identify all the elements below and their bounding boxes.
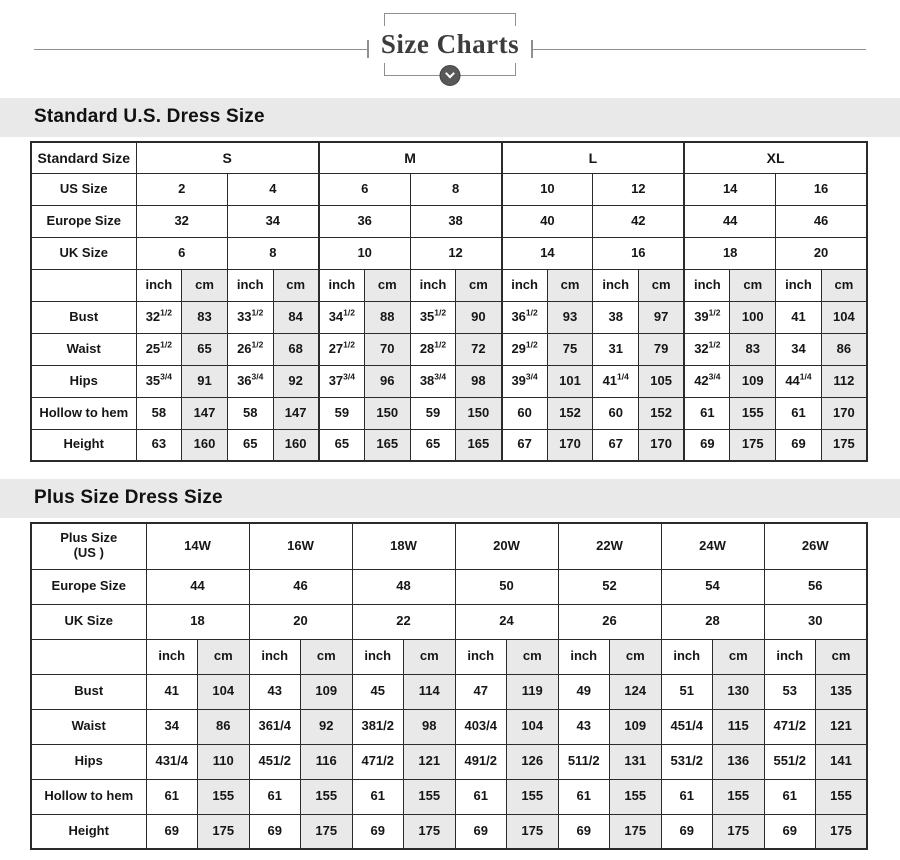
size-value-cell: 10 (319, 237, 410, 269)
measure-value-cell: 61 (249, 779, 301, 814)
size-value-cell: 54 (661, 569, 764, 604)
measure-value-cell: 155 (404, 779, 456, 814)
unit-header-cell: inch (249, 639, 301, 674)
measure-value-cell: 110 (198, 744, 250, 779)
measure-value-cell: 361/4 (249, 709, 301, 744)
measure-value-cell: 84 (273, 301, 319, 333)
plus-size-table (30, 522, 868, 850)
measure-value-cell: 69 (684, 429, 730, 461)
measure-value-cell: 67 (502, 429, 548, 461)
unit-header-cell: cm (821, 269, 867, 301)
measure-value-cell: 175 (816, 814, 868, 849)
measure-value-cell: 91 (182, 365, 228, 397)
corner-label: Plus Size (US ) (31, 523, 146, 569)
size-group-cell: 16W (249, 523, 352, 569)
unit-header-cell: cm (730, 269, 776, 301)
measure-value-cell: 96 (364, 365, 410, 397)
measure-value-cell: 109 (730, 365, 776, 397)
unit-header-cell: cm (547, 269, 593, 301)
measure-value-cell: 34 (146, 709, 198, 744)
size-group-cell: 14W (146, 523, 249, 569)
size-value-cell: 56 (764, 569, 867, 604)
measure-value-cell: 155 (730, 397, 776, 429)
row-label: Waist (31, 709, 146, 744)
measure-value-cell: 109 (610, 709, 662, 744)
measure-value-cell: 511/2 (558, 744, 610, 779)
size-value-cell: 20 (776, 237, 867, 269)
measure-value-cell: 451/4 (661, 709, 713, 744)
size-value-cell: 52 (558, 569, 661, 604)
measure-value-cell: 70 (364, 333, 410, 365)
unit-header-cell: inch (352, 639, 404, 674)
measure-value-cell: 63 (136, 429, 182, 461)
size-value-cell: 20 (249, 604, 352, 639)
measure-value-cell: 381/2 (352, 709, 404, 744)
measure-value-cell: 104 (821, 301, 867, 333)
unit-header-cell: cm (713, 639, 765, 674)
measure-value-cell: 126 (507, 744, 559, 779)
measure-value-cell: 152 (639, 397, 685, 429)
size-value-cell: 6 (136, 237, 227, 269)
measure-value-cell: $25^{1/2}$ (136, 333, 182, 365)
measure-value-cell: $29^{1/2}$ (502, 333, 548, 365)
size-value-cell: 24 (455, 604, 558, 639)
measure-value-cell: 83 (730, 333, 776, 365)
measure-value-cell: 491/2 (455, 744, 507, 779)
measure-value-cell: $39^{3/4}$ (502, 365, 548, 397)
measure-value-cell: $42^{3/4}$ (684, 365, 730, 397)
measure-value-cell: 72 (456, 333, 502, 365)
corner-label: Standard Size (31, 142, 136, 173)
measure-value-cell: $35^{3/4}$ (136, 365, 182, 397)
measure-value-cell: $28^{1/2}$ (410, 333, 456, 365)
bracket-top-decoration (384, 13, 516, 26)
size-value-cell: 48 (352, 569, 455, 604)
size-group-cell: 22W (558, 523, 661, 569)
row-label: Height (31, 814, 146, 849)
measure-value-cell: 83 (182, 301, 228, 333)
size-group-cell: 18W (352, 523, 455, 569)
size-value-cell: 4 (227, 173, 318, 205)
measure-value-cell: 160 (273, 429, 319, 461)
unit-header-cell: inch (227, 269, 273, 301)
row-label: Bust (31, 301, 136, 333)
standard-size-table (30, 141, 868, 462)
measure-value-cell: 471/2 (764, 709, 816, 744)
measure-value-cell: 61 (776, 397, 822, 429)
measure-value-cell: 61 (661, 779, 713, 814)
measure-value-cell: 170 (821, 397, 867, 429)
measure-value-cell: 175 (610, 814, 662, 849)
row-label: Hollow to hem (31, 779, 146, 814)
size-value-cell: 40 (502, 205, 593, 237)
measure-value-cell: 119 (507, 674, 559, 709)
size-value-cell: 12 (410, 237, 501, 269)
measure-value-cell: 75 (547, 333, 593, 365)
unit-header-cell: inch (455, 639, 507, 674)
plus-size-section (0, 479, 900, 850)
size-value-cell: 50 (455, 569, 558, 604)
unit-header-cell: cm (507, 639, 559, 674)
measure-value-cell: 61 (455, 779, 507, 814)
left-rule-tick (367, 40, 369, 58)
measure-value-cell: $27^{1/2}$ (319, 333, 365, 365)
measure-value-cell: 175 (713, 814, 765, 849)
right-rule-line (533, 49, 866, 50)
measure-value-cell: 43 (249, 674, 301, 709)
measure-value-cell: $26^{1/2}$ (227, 333, 273, 365)
size-value-cell: 16 (593, 237, 684, 269)
measure-value-cell: 165 (364, 429, 410, 461)
size-value-cell: 18 (684, 237, 775, 269)
measure-value-cell: 101 (547, 365, 593, 397)
size-value-cell: 2 (136, 173, 227, 205)
measure-value-cell: 155 (713, 779, 765, 814)
measure-value-cell: 61 (352, 779, 404, 814)
size-value-cell: 44 (146, 569, 249, 604)
measure-value-cell: 175 (821, 429, 867, 461)
unit-header-cell: inch (776, 269, 822, 301)
measure-value-cell: 147 (273, 397, 319, 429)
size-charts-banner (0, 0, 900, 98)
measure-value-cell: 155 (198, 779, 250, 814)
measure-value-cell: 147 (182, 397, 228, 429)
size-value-cell: 38 (410, 205, 501, 237)
measure-value-cell: 175 (198, 814, 250, 849)
measure-value-cell: 86 (198, 709, 250, 744)
size-value-cell: 44 (684, 205, 775, 237)
unit-header-cell: cm (182, 269, 228, 301)
measure-value-cell: 121 (404, 744, 456, 779)
measure-value-cell: 88 (364, 301, 410, 333)
measure-value-cell: 160 (182, 429, 228, 461)
unit-header-cell: cm (198, 639, 250, 674)
unit-header-cell: cm (404, 639, 456, 674)
measure-value-cell: 69 (455, 814, 507, 849)
measure-value-cell: 170 (639, 429, 685, 461)
row-label: Bust (31, 674, 146, 709)
row-label: Europe Size (31, 205, 136, 237)
measure-value-cell: 92 (273, 365, 319, 397)
size-value-cell: 32 (136, 205, 227, 237)
unit-corner-cell (31, 269, 136, 301)
measure-value-cell: $36^{3/4}$ (227, 365, 273, 397)
measure-value-cell: 104 (507, 709, 559, 744)
size-group-cell: M (319, 142, 502, 173)
unit-header-cell: cm (301, 639, 353, 674)
measure-value-cell: 92 (301, 709, 353, 744)
size-value-cell: 16 (776, 173, 867, 205)
standard-size-section (0, 98, 900, 462)
page-title: Size Charts (380, 28, 520, 59)
unit-header-cell: inch (593, 269, 639, 301)
size-value-cell: 14 (502, 237, 593, 269)
measure-value-cell: 104 (198, 674, 250, 709)
unit-header-cell: cm (364, 269, 410, 301)
row-label: US Size (31, 173, 136, 205)
measure-value-cell: 124 (610, 674, 662, 709)
bracket-bottom-decoration (384, 63, 516, 76)
measure-value-cell: 65 (319, 429, 365, 461)
measure-value-cell: 61 (764, 779, 816, 814)
measure-value-cell: 59 (319, 397, 365, 429)
row-label: Hips (31, 744, 146, 779)
measure-value-cell: $44^{1/4}$ (776, 365, 822, 397)
measure-value-cell: 116 (301, 744, 353, 779)
measure-value-cell: 61 (146, 779, 198, 814)
measure-value-cell: 86 (821, 333, 867, 365)
size-value-cell: 12 (593, 173, 684, 205)
measure-value-cell: 170 (547, 429, 593, 461)
measure-value-cell: 58 (227, 397, 273, 429)
unit-header-cell: inch (764, 639, 816, 674)
measure-value-cell: 38 (593, 301, 639, 333)
measure-value-cell: 471/2 (352, 744, 404, 779)
measure-value-cell: 155 (507, 779, 559, 814)
row-label: Height (31, 429, 136, 461)
measure-value-cell: $38^{3/4}$ (410, 365, 456, 397)
measure-value-cell: 155 (816, 779, 868, 814)
measure-value-cell: 65 (227, 429, 273, 461)
measure-value-cell: 109 (301, 674, 353, 709)
measure-value-cell: 58 (136, 397, 182, 429)
size-group-cell: 24W (661, 523, 764, 569)
plus-section-heading: Plus Size Dress Size (0, 479, 900, 518)
measure-value-cell: 431/4 (146, 744, 198, 779)
size-value-cell: 26 (558, 604, 661, 639)
measure-value-cell: 175 (730, 429, 776, 461)
measure-value-cell: 130 (713, 674, 765, 709)
measure-value-cell: 175 (301, 814, 353, 849)
measure-value-cell: 69 (352, 814, 404, 849)
size-group-cell: 26W (764, 523, 867, 569)
measure-value-cell: 69 (776, 429, 822, 461)
measure-value-cell: 68 (273, 333, 319, 365)
measure-value-cell: $34^{1/2}$ (319, 301, 365, 333)
measure-value-cell: 150 (456, 397, 502, 429)
measure-value-cell: 59 (410, 397, 456, 429)
measure-value-cell: 152 (547, 397, 593, 429)
measure-value-cell: $37^{3/4}$ (319, 365, 365, 397)
measure-value-cell: 60 (593, 397, 639, 429)
measure-value-cell: $41^{1/4}$ (593, 365, 639, 397)
size-value-cell: 22 (352, 604, 455, 639)
chevron-glyph (445, 68, 455, 78)
measure-value-cell: 135 (816, 674, 868, 709)
measure-value-cell: 98 (456, 365, 502, 397)
measure-value-cell: 551/2 (764, 744, 816, 779)
measure-value-cell: 93 (547, 301, 593, 333)
size-value-cell: 14 (684, 173, 775, 205)
measure-value-cell: 115 (713, 709, 765, 744)
unit-header-cell: cm (639, 269, 685, 301)
size-value-cell: 8 (227, 237, 318, 269)
right-rule (531, 40, 866, 58)
measure-value-cell: 79 (639, 333, 685, 365)
measure-value-cell: 150 (364, 397, 410, 429)
measure-value-cell: 451/2 (249, 744, 301, 779)
measure-value-cell: $39^{1/2}$ (684, 301, 730, 333)
size-value-cell: 34 (227, 205, 318, 237)
size-value-cell: 36 (319, 205, 410, 237)
row-label: Europe Size (31, 569, 146, 604)
measure-value-cell: 69 (558, 814, 610, 849)
measure-value-cell: 67 (593, 429, 639, 461)
unit-header-cell: inch (410, 269, 456, 301)
measure-value-cell: 531/2 (661, 744, 713, 779)
size-group-cell: XL (684, 142, 867, 173)
measure-value-cell: 98 (404, 709, 456, 744)
measure-value-cell: 31 (593, 333, 639, 365)
unit-header-cell: cm (456, 269, 502, 301)
measure-value-cell: 41 (776, 301, 822, 333)
row-label: UK Size (31, 237, 136, 269)
measure-value-cell: 112 (821, 365, 867, 397)
standard-section-heading: Standard U.S. Dress Size (0, 98, 900, 137)
measure-value-cell: 41 (146, 674, 198, 709)
unit-header-cell: inch (684, 269, 730, 301)
measure-value-cell: $32^{1/2}$ (684, 333, 730, 365)
unit-header-cell: cm (816, 639, 868, 674)
size-group-cell: L (502, 142, 685, 173)
measure-value-cell: 131 (610, 744, 662, 779)
unit-header-cell: inch (661, 639, 713, 674)
measure-value-cell: $32^{1/2}$ (136, 301, 182, 333)
measure-value-cell: 60 (502, 397, 548, 429)
measure-value-cell: $33^{1/2}$ (227, 301, 273, 333)
size-value-cell: 18 (146, 604, 249, 639)
size-value-cell: 46 (776, 205, 867, 237)
size-group-cell: S (136, 142, 319, 173)
size-value-cell: 6 (319, 173, 410, 205)
measure-value-cell: 43 (558, 709, 610, 744)
row-label: Hollow to hem (31, 397, 136, 429)
unit-header-cell: cm (273, 269, 319, 301)
measure-value-cell: 155 (610, 779, 662, 814)
measure-value-cell: 65 (410, 429, 456, 461)
measure-value-cell: 100 (730, 301, 776, 333)
measure-value-cell: $36^{1/2}$ (502, 301, 548, 333)
measure-value-cell: 69 (661, 814, 713, 849)
measure-value-cell: 61 (558, 779, 610, 814)
banner-center (381, 13, 519, 86)
measure-value-cell: 141 (816, 744, 868, 779)
measure-value-cell: 51 (661, 674, 713, 709)
measure-value-cell: 155 (301, 779, 353, 814)
row-label: Waist (31, 333, 136, 365)
measure-value-cell: 114 (404, 674, 456, 709)
size-group-cell: 20W (455, 523, 558, 569)
measure-value-cell: 61 (684, 397, 730, 429)
measure-value-cell: 165 (456, 429, 502, 461)
measure-value-cell: 105 (639, 365, 685, 397)
row-label: Hips (31, 365, 136, 397)
size-value-cell: 30 (764, 604, 867, 639)
row-label: UK Size (31, 604, 146, 639)
measure-value-cell: 53 (764, 674, 816, 709)
unit-header-cell: inch (558, 639, 610, 674)
left-rule-line (34, 49, 367, 50)
size-value-cell: 8 (410, 173, 501, 205)
size-value-cell: 28 (661, 604, 764, 639)
measure-value-cell: 49 (558, 674, 610, 709)
measure-value-cell: 403/4 (455, 709, 507, 744)
measure-value-cell: 47 (455, 674, 507, 709)
measure-value-cell: 175 (507, 814, 559, 849)
unit-header-cell: cm (610, 639, 662, 674)
measure-value-cell: 175 (404, 814, 456, 849)
unit-corner-cell (31, 639, 146, 674)
measure-value-cell: 69 (249, 814, 301, 849)
measure-value-cell: 136 (713, 744, 765, 779)
chevron-down-icon (440, 65, 461, 86)
unit-header-cell: inch (319, 269, 365, 301)
size-value-cell: 42 (593, 205, 684, 237)
unit-header-cell: inch (146, 639, 198, 674)
measure-value-cell: 34 (776, 333, 822, 365)
measure-value-cell: 69 (764, 814, 816, 849)
unit-header-cell: inch (136, 269, 182, 301)
size-value-cell: 10 (502, 173, 593, 205)
measure-value-cell: 90 (456, 301, 502, 333)
unit-header-cell: inch (502, 269, 548, 301)
measure-value-cell: 97 (639, 301, 685, 333)
measure-value-cell: 65 (182, 333, 228, 365)
size-value-cell: 46 (249, 569, 352, 604)
measure-value-cell: 121 (816, 709, 868, 744)
measure-value-cell: 45 (352, 674, 404, 709)
measure-value-cell: $35^{1/2}$ (410, 301, 456, 333)
left-rule (34, 40, 369, 58)
measure-value-cell: 69 (146, 814, 198, 849)
